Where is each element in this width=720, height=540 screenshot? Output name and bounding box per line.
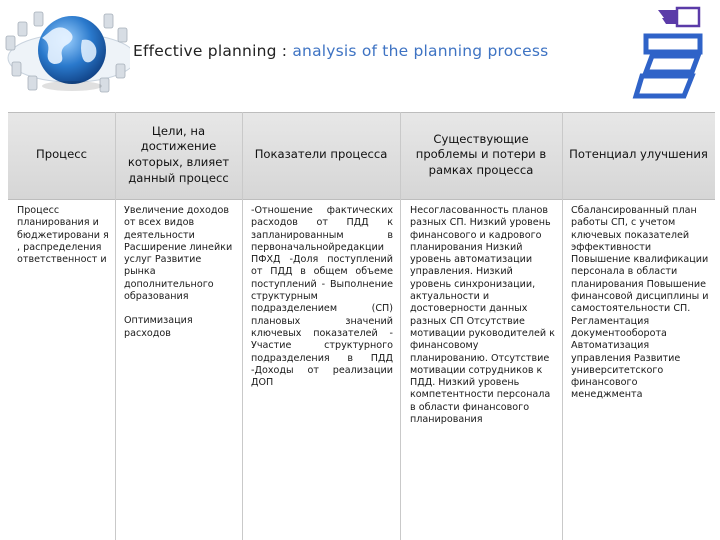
cell-indicators: [251, 201, 393, 540]
column-header-problems: Существующие проблемы и потери в рамках процесса: [415, 131, 547, 177]
cell-improvement: [571, 201, 711, 540]
column-header-goals: Цели, на достижение которых, влияет данный процесс: [127, 123, 230, 185]
column-header-indicators: Показатели процесса: [254, 147, 388, 162]
goals-extra-text: Оптимизация расходов: [124, 315, 193, 339]
slide-header: [0, 0, 720, 112]
column-header-process: Процесс: [36, 147, 87, 162]
svg-text:ОГПУ: ОГПУ: [660, 99, 677, 106]
improvement-text: Сбалансированный план работы СП, с учетом ключевых показателей эффективности Повышение квалификации персонала в области планирования Повышение финансовой дисциплины и самостоятельности СП. Регламентация документооборота Автоматизация управления Развитие университетского финансового менеджмента: [571, 205, 709, 401]
cell-process: [17, 201, 111, 540]
title-subtitle: analysis of the planning process: [292, 42, 549, 60]
indicators-text: -Отношение фактических расходов от ПДД к запланированным в первоначальнойредакции ПФХД -Доля поступлений от ПДД в общем объеме поступлений - Выполнение структурным подразделением (СП) плановых значений ключевых показателей - Участие структурного подразделения в ПДД -Доходы от реализации ДОП: [251, 205, 393, 389]
goals-main-text: Увеличение доходов от всех видов деятельности Расширение линейки услуг Развитие рынка дополнительного образования: [124, 205, 233, 303]
university-logo-icon: [632, 6, 714, 106]
title-main: Effective planning: [133, 42, 277, 60]
process-text: Процесс планирования и бюджетировани я , распределения ответственност и: [17, 205, 109, 266]
problems-text: Несогласованность планов разных СП. Низкий уровень финансового и кадрового планирования Низкий уровень автоматизации управления. Низкий уровень синхронизации, актуальности и достоверности данных разных СП Отсутствие мотивации руководителей к финансовому планированию. Отсутствие мотивации сотрудников к ПДД. Низкий уровень компетентности персонала в области финансового планирования: [410, 205, 555, 426]
globe-meeting-icon: [0, 0, 130, 112]
cell-goals: [124, 201, 234, 540]
title-separator: :: [276, 42, 293, 60]
cell-problems: [410, 201, 556, 540]
slide-title: [133, 42, 548, 60]
column-header-improvement: Потенциал улучшения: [569, 147, 708, 162]
